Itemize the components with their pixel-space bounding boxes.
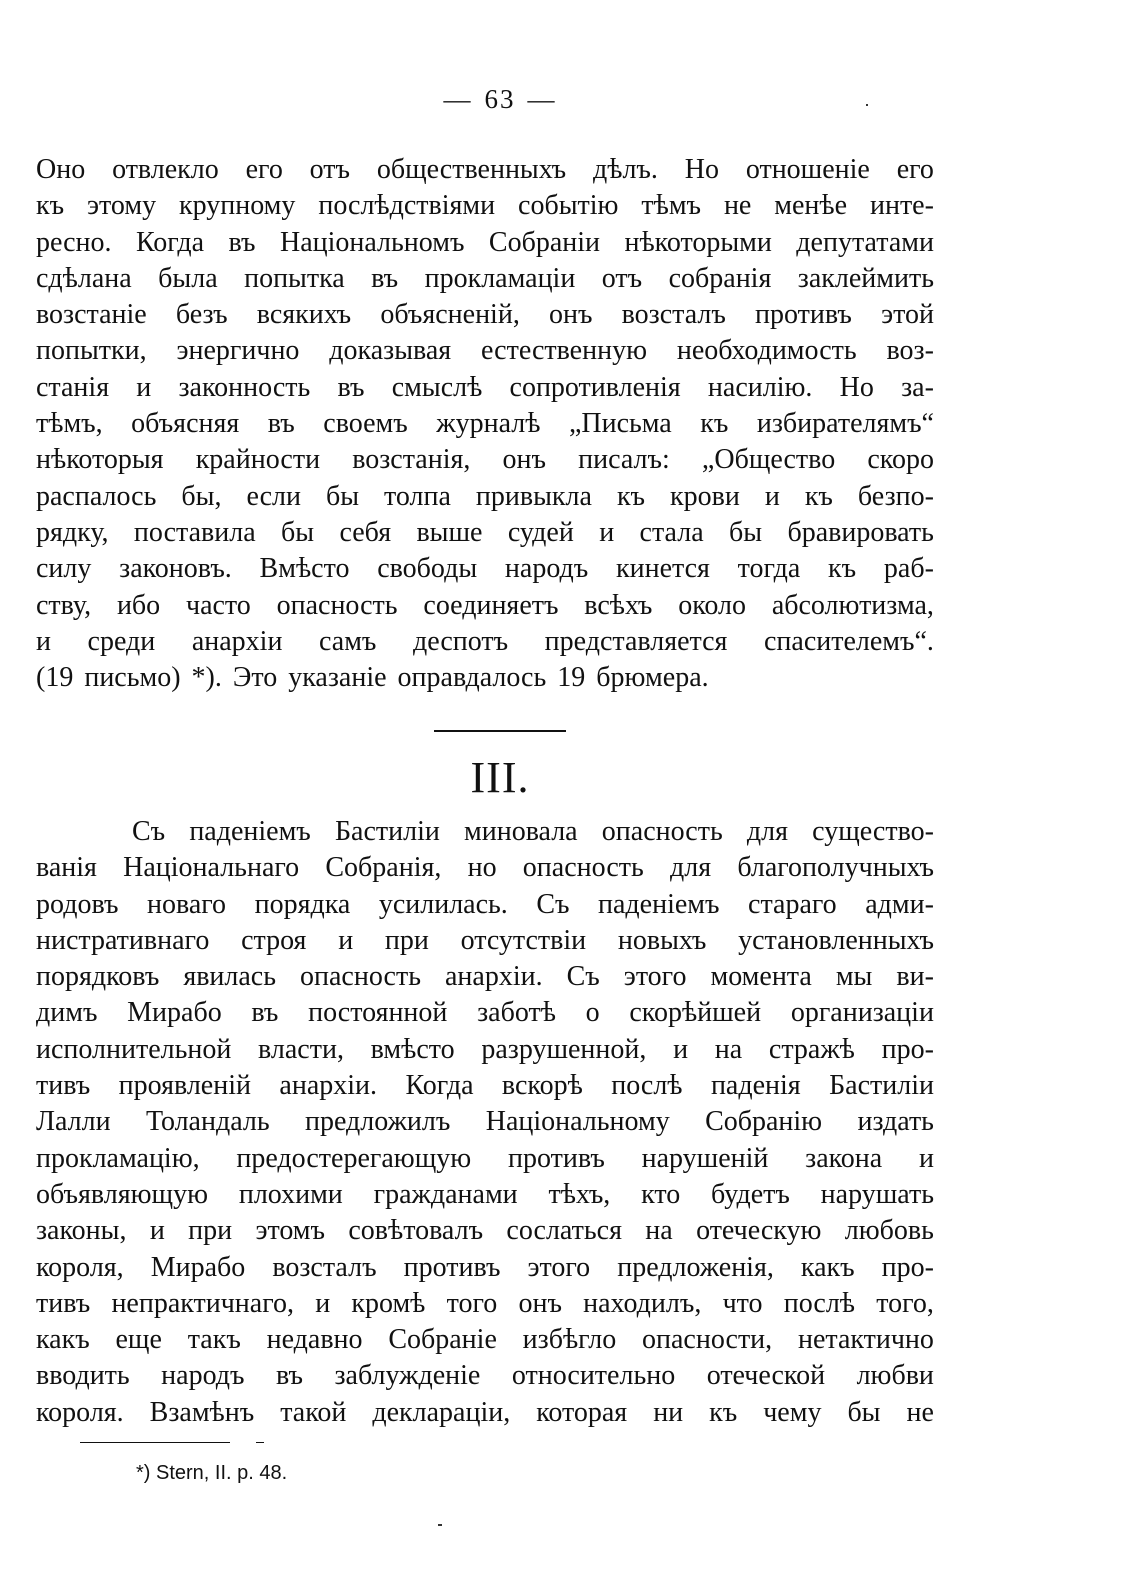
page-number-value: 63: [484, 84, 516, 114]
text-line: Лалли Толандаль предложилъ Національному Собранію издать: [36, 1106, 934, 1138]
footnote: *) Stern, II. p. 48.: [136, 1462, 288, 1484]
text-line: нистративнаго строя и при отсутствіи новыхъ установленныхъ: [36, 924, 934, 956]
section-divider: [434, 730, 566, 732]
text-line: возстаніе безъ всякихъ объясненій, онъ возсталъ противъ этой: [36, 299, 934, 331]
paragraph-1: [36, 152, 934, 696]
text-line: тивъ проявленій анархіи. Когда вскорѣ послѣ паденія Бастиліи: [36, 1070, 934, 1102]
text-line: попытки, энергично доказывая естественную необходимость воз-: [36, 335, 934, 367]
text-line: короля. Взамѣнъ такой деклараціи, которая ни къ чему бы не: [36, 1396, 934, 1428]
text-line: Съ паденіемъ Бастиліи миновала опасность для существо-: [132, 816, 934, 847]
text-line: какъ еще такъ недавно Собраніе избѣгло опасности, нетактично: [36, 1324, 934, 1356]
text-line: (19 письмо) *). Это указаніе оправдалось 19 брюмера.: [36, 662, 709, 694]
section-heading: III.: [470, 753, 530, 802]
print-speck: [866, 104, 868, 106]
text-line: ванія Національнаго Собранія, но опасность для благополучныхъ: [36, 852, 934, 884]
page-number-dash-right: —: [527, 84, 557, 114]
text-line: тивъ непрактичнаго, и кромѣ того онъ находилъ, что послѣ того,: [36, 1287, 934, 1319]
text-line: сдѣлана была попытка въ прокламаціи отъ собранія заклеймить: [36, 262, 934, 294]
text-line: объявляющую плохими гражданами тѣхъ, кто будетъ нарушать: [36, 1178, 934, 1210]
paragraph-2: [36, 814, 934, 1431]
print-speck: [438, 1524, 442, 1526]
text-line: нѣкоторыя крайности возстанія, онъ писалъ: „Общество скоро: [36, 444, 934, 476]
text-line: исполнительной власти, вмѣсто разрушенной, и на стражѣ про-: [36, 1033, 934, 1065]
text-line: законы, и при этомъ совѣтовалъ сослаться на отеческую любовь: [36, 1215, 934, 1247]
text-line: распалось бы, если бы толпа привыкла къ крови и къ безпо-: [36, 480, 934, 512]
page-number: [0, 84, 1000, 115]
text-line: Оно отвлекло его отъ общественныхъ дѣлъ. Но отношеніе его: [36, 154, 934, 185]
footnote-rule: [80, 1442, 230, 1443]
text-line: родовъ новаго порядка усилилась. Съ паденіемъ стараго адми-: [36, 888, 934, 920]
text-line: силу законовъ. Вмѣсто свободы народъ кинется тогда къ раб-: [36, 553, 934, 585]
text-line: къ этому крупному послѣдствіями событію тѣмъ не менѣе инте-: [36, 190, 934, 222]
text-line: станія и законность въ смыслѣ сопротивленія насилію. Но за-: [36, 371, 934, 403]
text-line: рядку, поставила бы себя выше судей и стала бы бравировать: [36, 516, 934, 548]
footnote-rule-tick: [256, 1442, 264, 1443]
text-line: ству, ибо часто опасность соединяетъ всѣхъ около абсолютизма,: [36, 589, 934, 621]
text-line: прокламацію, предостерегающую противъ нарушеній закона и: [36, 1142, 934, 1174]
text-line: короля, Мирабо возсталъ противъ этого предложенія, какъ про-: [36, 1251, 934, 1283]
text-line: порядковъ явилась опасность анархіи. Съ этого момента мы ви-: [36, 961, 934, 993]
text-line: вводить народъ въ заблужденіе относительно отеческой любви: [36, 1360, 934, 1392]
text-line: и среди анархіи самъ деспотъ представляется спасителемъ“.: [36, 625, 934, 657]
text-line: димъ Мирабо въ постоянной заботѣ о скорѣйшей организаціи: [36, 997, 934, 1029]
text-line: ресно. Когда въ Національномъ Собраніи нѣкоторыми депутатами: [36, 226, 934, 258]
page-number-dash-left: —: [443, 84, 473, 114]
text-line: тѣмъ, объясняя въ своемъ журналѣ „Письма къ избирателямъ“: [36, 408, 934, 440]
